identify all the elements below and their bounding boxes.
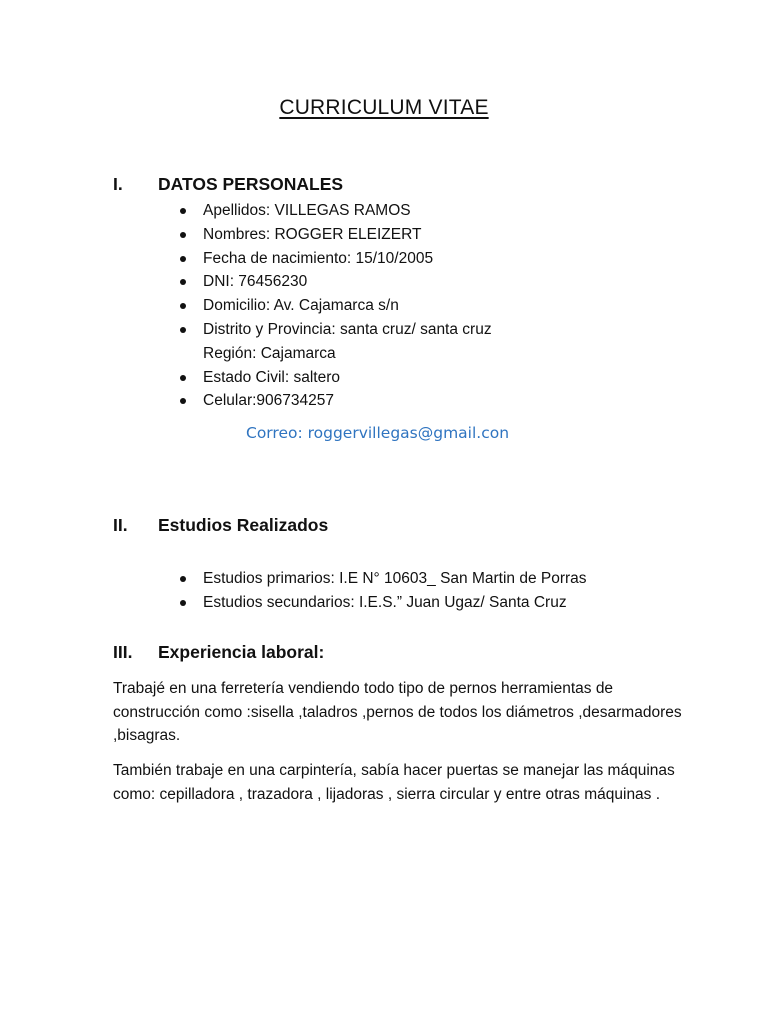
bullet-icon [180,576,186,582]
bullet-icon [180,327,186,333]
bullet-icon [180,232,186,238]
bullet-icon [180,279,186,285]
region-line: Región: Cajamarca [203,344,336,362]
section-number: III. [113,642,133,662]
list-item [180,247,492,271]
list-item-text: Apellidos: VILLEGAS RAMOS [203,202,411,219]
bullet-icon [180,208,186,214]
list-item [180,389,492,413]
section-number: II. [113,515,128,535]
list-item-text: Estado Civil: saltero [203,368,340,386]
list-item-text: Celular:906734257 [203,392,334,410]
personal-data-list [180,199,492,413]
list-item-text: Nombres: ROGGER ELEIZERT [203,225,422,243]
experience-paragraph: Trabajé en una ferretería vendiendo todo tipo de pernos herramientas de construcción como :sisella ,taladros ,pernos de todos los diámetros ,desarmadores ,bisagras. [113,680,682,745]
bullet-icon [180,256,186,262]
email-line: Correo: roggervillegas@gmail.con [246,424,510,442]
section-title: Estudios Realizados [158,515,329,535]
list-item-text: DNI: 76456230 [203,273,308,291]
list-item-text: Distrito y Provincia: santa cruz/ santa cruz [203,320,492,338]
list-item-text: Domicilio: Av. Cajamarca s/n [203,297,399,315]
list-item [180,223,492,247]
list-item [180,294,492,318]
list-item [180,270,492,294]
list-item [180,366,492,390]
list-item-text: Fecha de nacimiento: 15/10/2005 [203,249,434,267]
list-item [180,567,587,591]
list-item-text: Estudios secundarios: I.E.S.” Juan Ugaz/ Santa Cruz [203,593,567,611]
list-item-text: Estudios primarios: I.E N° 10603_ San Martin de Porras [203,570,587,587]
list-item [180,591,587,615]
bullet-icon [180,303,186,309]
section-heading-datos-personales [113,174,343,195]
list-item [180,318,492,342]
page-title: CURRICULUM VITAE [279,96,489,119]
studies-list [180,567,587,615]
section-title: DATOS PERSONALES [158,174,344,194]
section-title: Experiencia laboral: [158,642,325,662]
experience-paragraph: También trabaje en una carpintería, sabía hacer puertas se manejar las máquinas como: cepilladora , trazadora , lijadoras , sierra circular y entre otras máquinas . [113,762,675,803]
section-heading-estudios [113,515,328,536]
bullet-icon [180,398,186,404]
section-heading-experiencia [113,642,324,663]
bullet-icon [180,600,186,606]
bullet-icon [180,375,186,381]
section-number: I. [113,174,123,194]
list-item [180,199,492,223]
